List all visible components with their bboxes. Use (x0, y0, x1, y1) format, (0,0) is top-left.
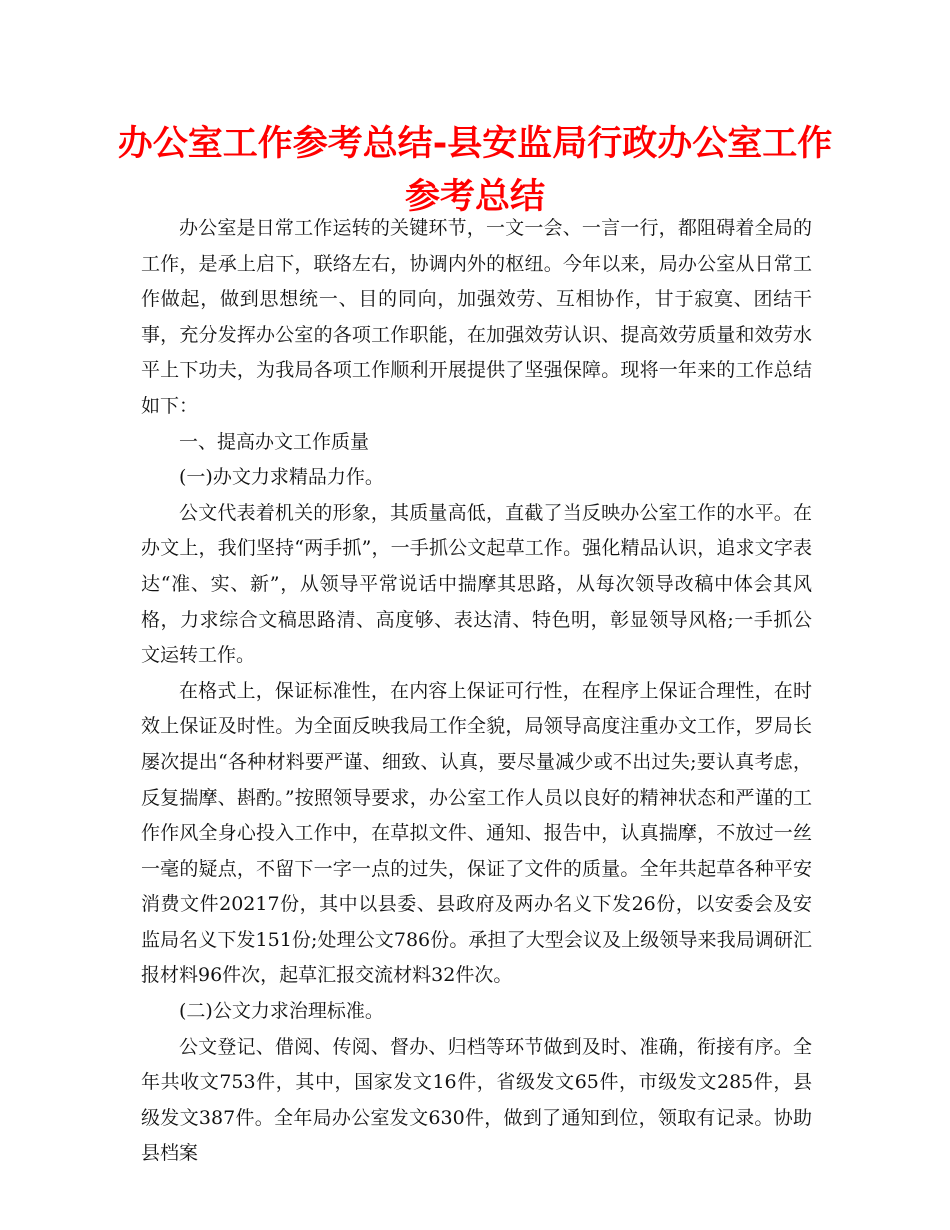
document-body (141, 211, 812, 1172)
subsection-heading: (一)办文力求精品力作。 (179, 466, 384, 489)
paragraph: 在格式上，保证标准性，在内容上保证可行性，在程序上保证合理性，在时效上保证及时性。为全面反映我局工作全貌，局领导高度注重办文工作，罗局长屡次提出“各种材料要严谨、细致、认真，要尽量减少或不出过失;要认真考虑，反复揣摩、斟酌。”按照领导要求，办公室工作人员以良好的精神状态和严谨的工作作风全身心投入工作中，在草拟文件、通知、报告中，认真揣摩，不放过一丝一毫的疑点，不留下一字一点的过失，保证了文件的质量。全年共起草各种平安消费文件20217份，其中以县委、县政府及两办名义下发26份，以安委会及安监局名义下发151份;处理公文786份。承担了大型会议及上级领导来我局调研汇报材料96件次，起草汇报交流材料32件次。 (141, 679, 812, 987)
section-heading: 一、提高办文工作质量 (179, 430, 370, 453)
subsection-heading: (二)公文力求治理标准。 (179, 1000, 384, 1023)
document-title: 办公室工作参考总结-县安监局行政办公室工作参考总结 (117, 124, 833, 217)
paragraph: 公文代表着机关的形象，其质量高低，直截了当反映办公室工作的水平。在办文上，我们坚持“两手抓”，一手抓公文起草工作。强化精品认识，追求文字表达“准、实、新”，从领导平常说话中揣摩其思路，从每次领导改稿中体会其风格，力求综合文稿思路清、高度够、表达清、特色明，彰显领导风格;一手抓公文运转工作。 (141, 501, 812, 667)
paragraph-intro: 办公室是日常工作运转的关键环节，一文一会、一言一行，都阻碍着全局的工作，是承上启下，联络左右，协调内外的枢纽。今年以来，局办公室从日常工作做起，做到思想统一、目的同向，加强效劳、互相协作，甘于寂寞、团结干事，充分发挥办公室的各项工作职能，在加强效劳认识、提高效劳质量和效劳水平上下功夫，为我局各项工作顺利开展提供了坚强保障。现将一年来的工作总结如下： (141, 217, 812, 417)
paragraph: 公文登记、借阅、传阅、督办、归档等环节做到及时、准确，衔接有序。全年共收文753件，其中，国家发文16件，省级发文65件，市级发文285件，县级发文387件。全年局办公室发文630件，做到了通知到位，领取有记录。协助县档案 (141, 1035, 812, 1165)
